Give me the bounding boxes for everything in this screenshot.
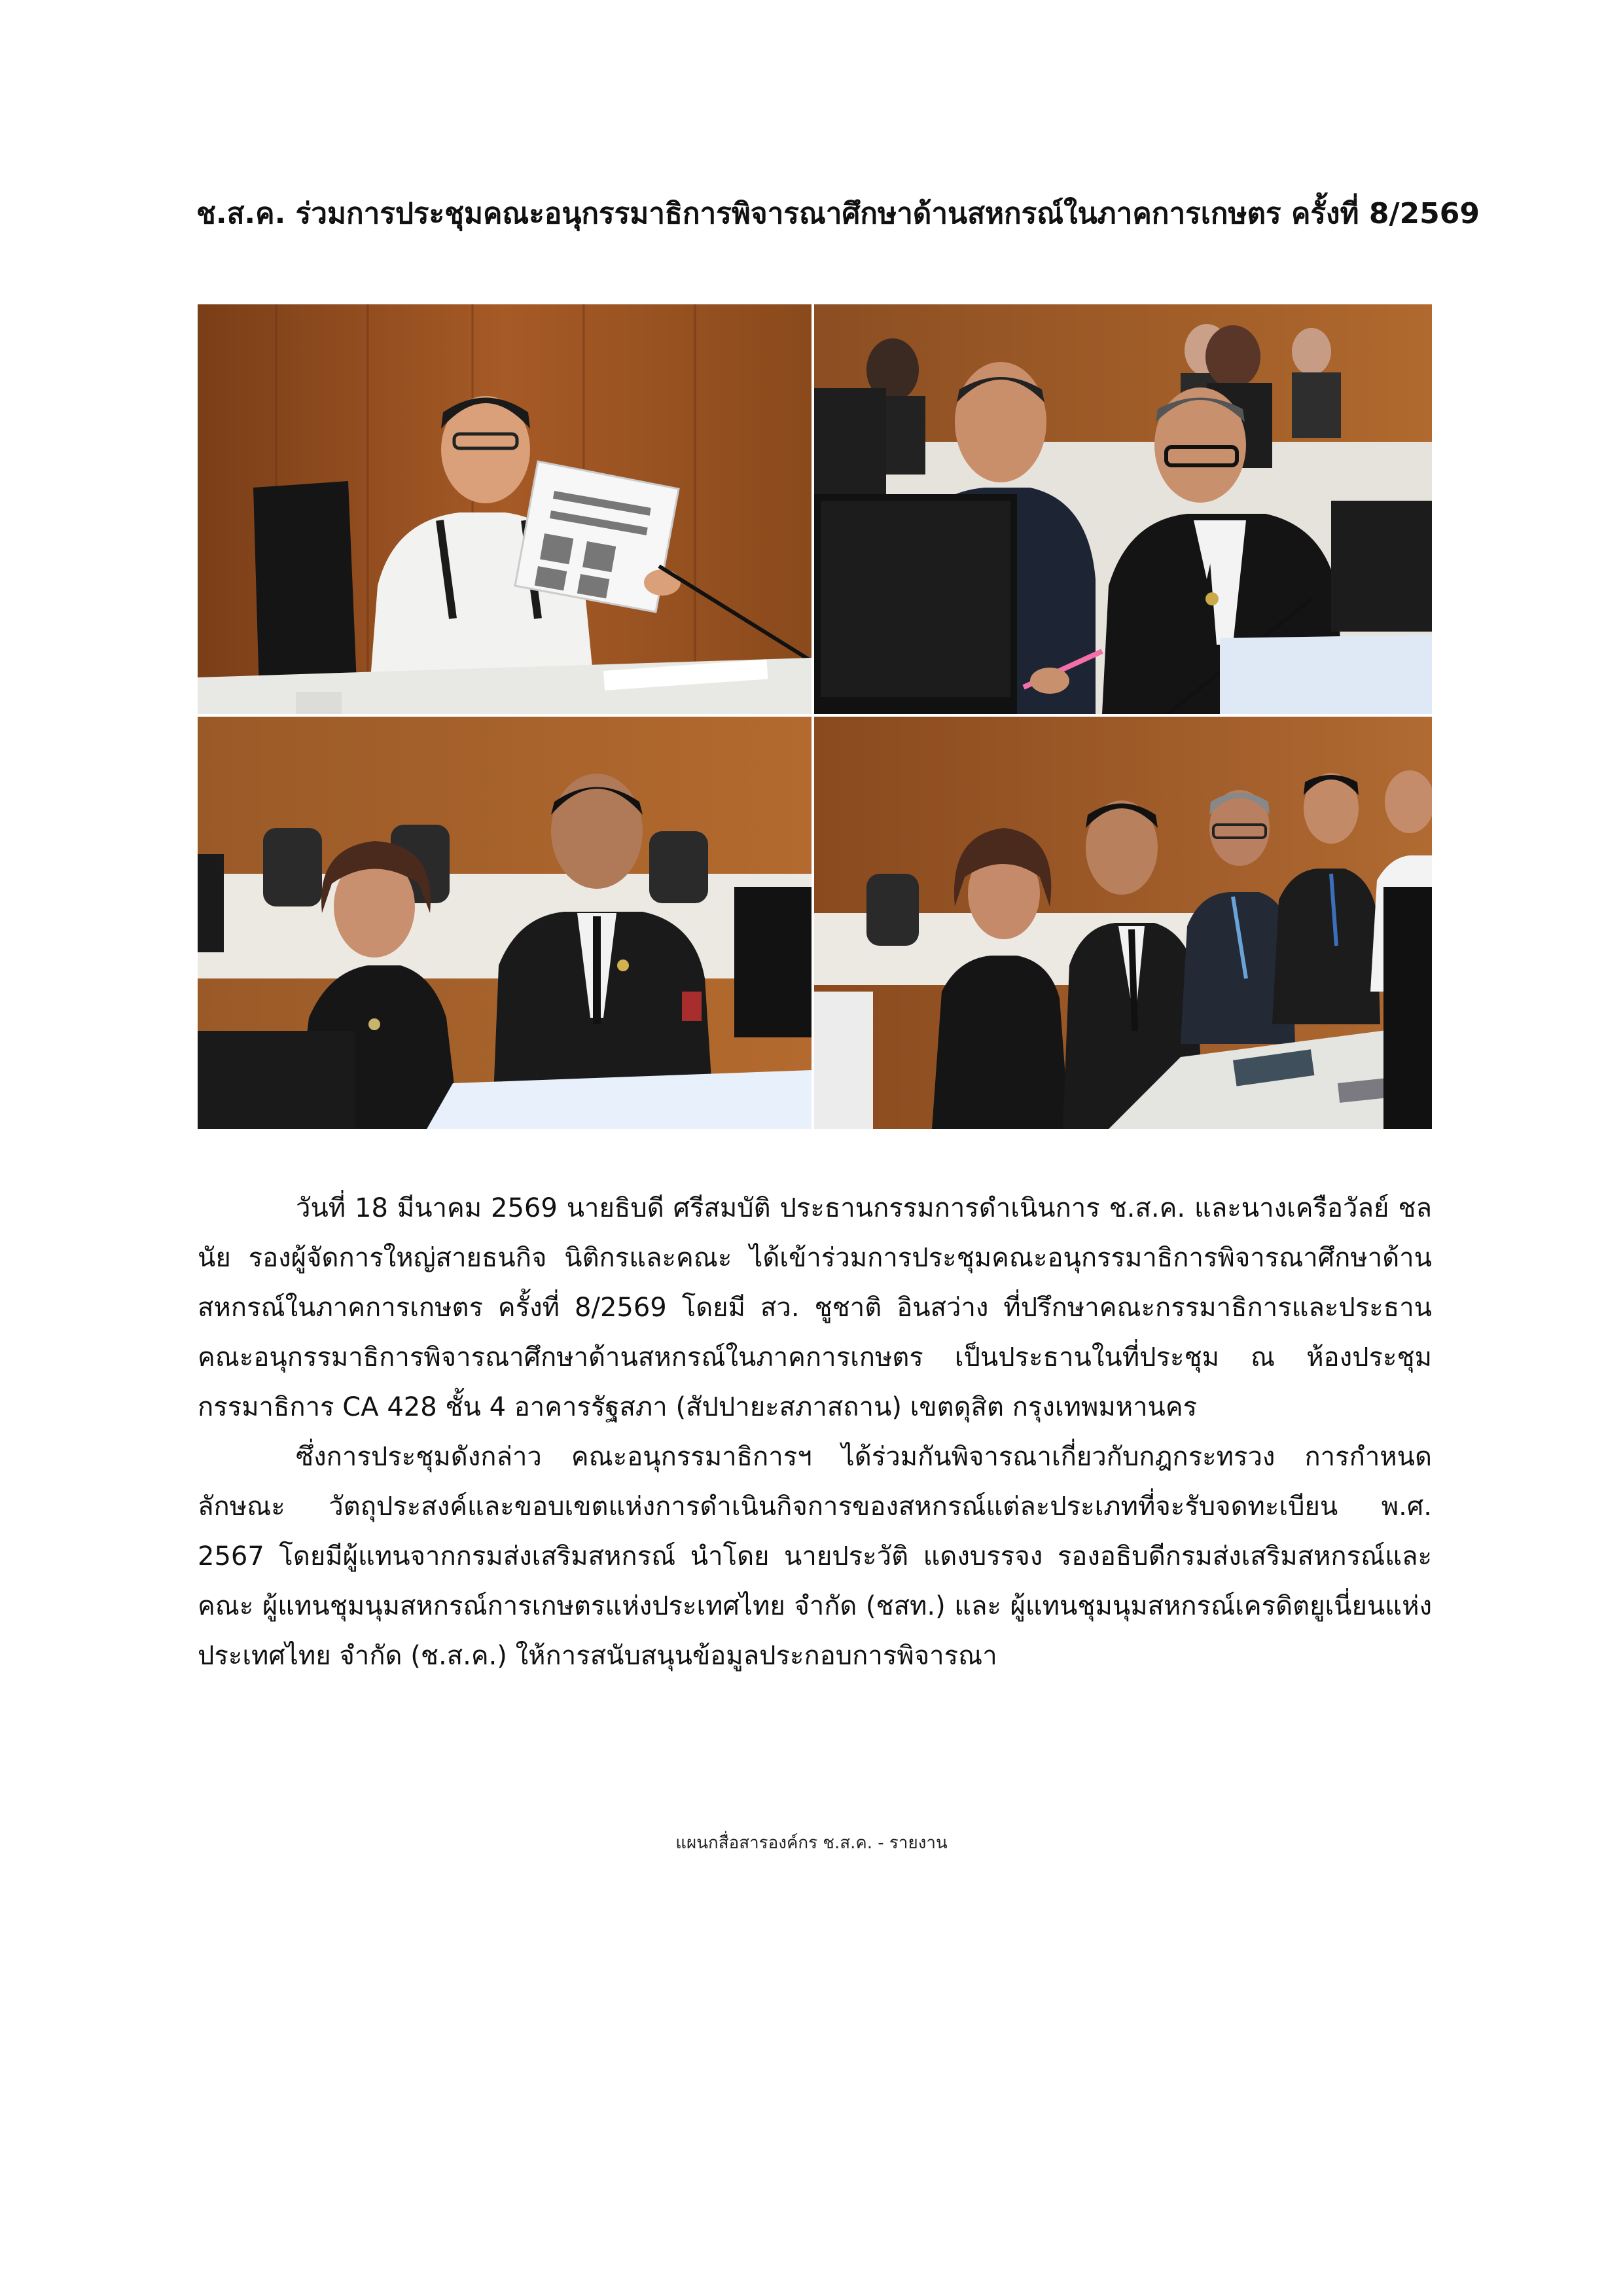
meeting-photo-two-men-icon [814, 304, 1432, 714]
photo-chairman [198, 304, 812, 714]
photo-collage [198, 304, 1432, 1129]
paragraph-1: วันที่ 18 มีนาคม 2569 นายธิบดี ศรีสมบัติ ประธานกรรมการดำเนินการ ช.ส.ค. และนางเครือวัลย์ ชลนัย รองผู้จัดการใหญ่สายธนกิจ นิติกรและคณะ ได้เข้าร่วมการประชุมคณะอนุกรรมาธิการพิจารณาศึกษาด้านสหกรณ์ในภาคการเกษตร ครั้งที่ 8/2569 โดยมี สว. ชูชาติ อินสว่าง ที่ปรึกษาคณะกรรมาธิการและประธานคณะอนุกรรมาธิการพิจารณาศึกษาด้านสหกรณ์ในภาคการเกษตร เป็นประธานในที่ประชุม ณ ห้องประชุมกรรมาธิการ CA 428 ชั้น 4 อาคารรัฐสภา (สัปปายะสภาสถาน) เขตดุสิต กรุงเทพมหานคร [198, 1193, 1432, 1422]
meeting-photo-chairman-icon [198, 304, 812, 714]
footer-credit: แผนกสื่อสารองค์กร ช.ส.ค. - รายงาน [675, 1833, 948, 1853]
meeting-photo-woman-man-icon [198, 717, 812, 1129]
photo-delegates-row [814, 717, 1432, 1129]
page-title: ช.ส.ค. ร่วมการประชุมคณะอนุกรรมาธิการพิจารณาศึกษาด้านสหกรณ์ในภาคการเกษตร ครั้งที่ 8/2569 [196, 197, 1480, 230]
meeting-photo-delegates-row-icon [814, 717, 1432, 1129]
paragraph-2: ซึ่งการประชุมดังกล่าว คณะอนุกรรมาธิการฯ ได้ร่วมกันพิจารณาเกี่ยวกับกฎกระทรวง การกำหนดลักษณะ วัตถุประสงค์และขอบเขตแห่งการดำเนินกิจการของสหกรณ์แต่ละประเภทที่จะรับจดทะเบียน พ.ศ. 2567 โดยมีผู้แทนจากกรมส่งเสริมสหกรณ์ นำโดย นายประวัติ แดงบรรจง รองอธิบดีกรมส่งเสริมสหกรณ์และคณะ ผู้แทนชุมนุมสหกรณ์การเกษตรแห่งประเทศไทย จำกัด (ชสท.) และ ผู้แทนชุมนุมสหกรณ์เครดิตยูเนี่ยนแห่งประเทศไทย จำกัด (ช.ส.ค.) ให้การสนับสนุนข้อมูลประกอบการพิจารณา [198, 1442, 1432, 1671]
photo-woman-man [198, 717, 812, 1129]
photo-two-men [814, 304, 1432, 714]
article-body [198, 1183, 1432, 1681]
